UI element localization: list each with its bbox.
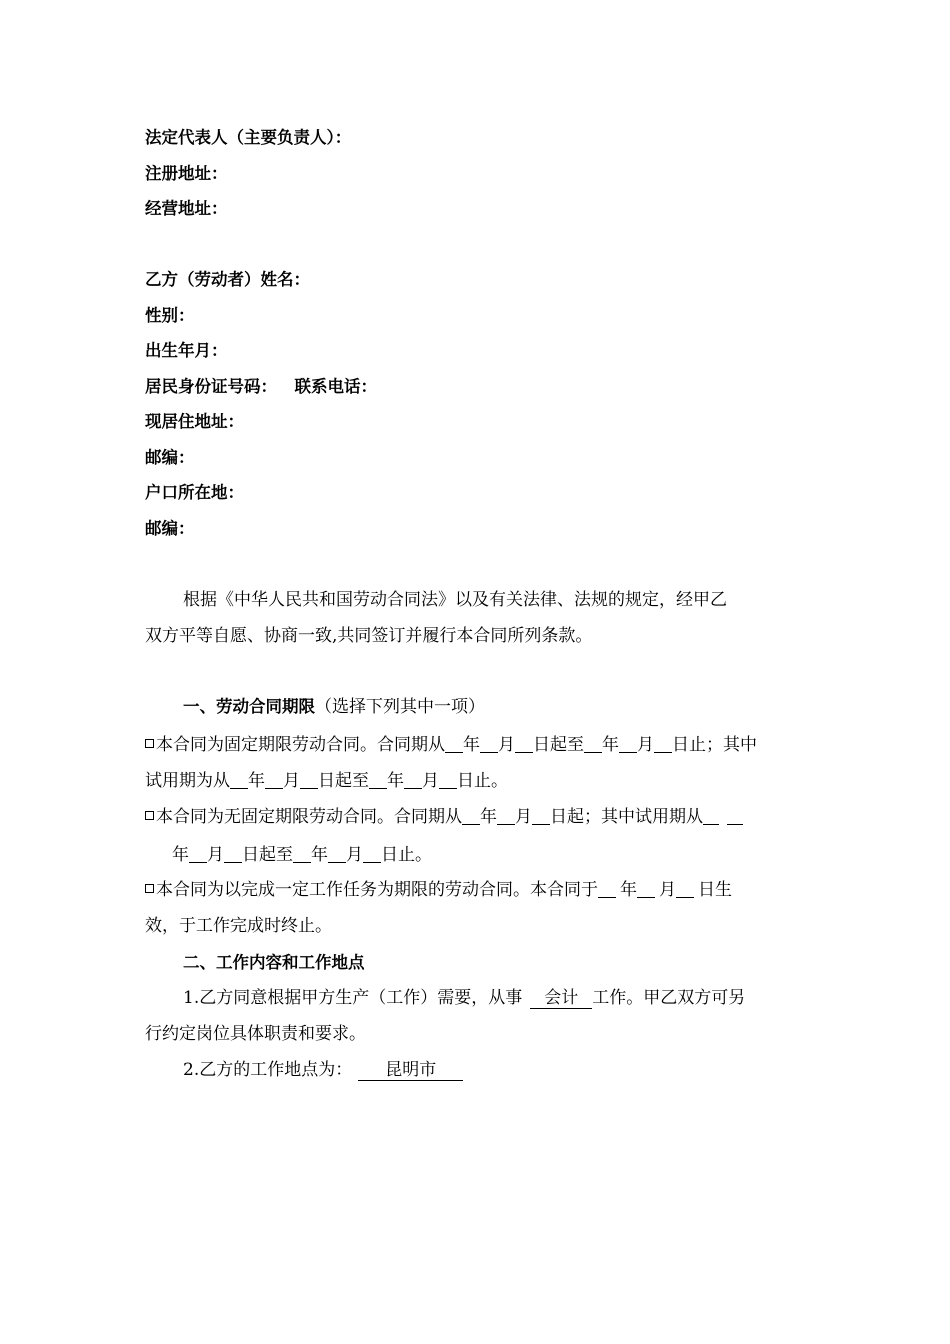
section2-item2-line: 2.乙方的工作地点为： 昆明市 xyxy=(183,1058,810,1082)
blank-year[interactable] xyxy=(230,771,248,789)
blank-day[interactable] xyxy=(224,845,242,863)
blank-day[interactable] xyxy=(654,735,672,753)
blank-year[interactable] xyxy=(727,807,743,825)
current-address-label: 现居住地址： xyxy=(145,412,244,431)
blank-month[interactable] xyxy=(619,735,637,753)
blank-year[interactable] xyxy=(584,735,602,753)
gender-label: 性别： xyxy=(145,306,195,325)
blank-day[interactable] xyxy=(439,771,457,789)
blank-year[interactable] xyxy=(293,845,311,863)
work-location-field[interactable]: 昆明市 xyxy=(358,1060,463,1081)
checkbox-open-term[interactable] xyxy=(145,811,154,820)
blank-year[interactable] xyxy=(703,807,719,825)
option-open-term-line1: 本合同为无固定期限劳动合同。合同期从 年 月 日起；其中试用期从 xyxy=(145,805,810,829)
blank-day[interactable] xyxy=(676,880,694,898)
blank-month[interactable] xyxy=(265,771,283,789)
blank-year[interactable] xyxy=(462,807,480,825)
job-field[interactable]: 会计 xyxy=(530,988,592,1009)
option-open-term-line2: 年 月 日起至 年 月 日止。 xyxy=(172,845,432,865)
section2-item1-line2: 行约定岗位具体职责和要求。 xyxy=(145,1024,366,1044)
blank-month[interactable] xyxy=(404,771,422,789)
registered-address-label: 注册地址： xyxy=(145,164,228,183)
id-number-label: 居民身份证号码： xyxy=(145,377,277,396)
option-fixed-term-line2: 试用期为从 年 月 日起至 年 月 日止。 xyxy=(145,771,508,791)
checkbox-task-term[interactable] xyxy=(145,884,154,893)
legal-representative-label: 法定代表人（主要负责人）： xyxy=(145,128,352,147)
blank-year[interactable] xyxy=(598,880,616,898)
blank-month[interactable] xyxy=(497,807,515,825)
hukou-label: 户口所在地： xyxy=(145,483,244,502)
section2-heading: 二、工作内容和工作地点 xyxy=(183,953,365,972)
blank-month[interactable] xyxy=(480,735,498,753)
checkbox-fixed-term[interactable] xyxy=(145,739,154,748)
blank-month[interactable] xyxy=(328,845,346,863)
section2-item1-line1: 1.乙方同意根据甲方生产（工作）需要，从事 会计 工作。甲乙双方可另 xyxy=(183,988,746,1008)
business-address-label: 经营地址： xyxy=(145,199,228,218)
blank-year[interactable] xyxy=(445,735,463,753)
option-fixed-term-line1: 本合同为固定期限劳动合同。合同期从 年 月 日起至 年 月 日止；其中 xyxy=(145,733,810,757)
option-task-term-line1: 本合同为以完成一定工作任务为期限的劳动合同。本合同于 年 月 日生 xyxy=(145,878,810,902)
option-task-term-line2: 效，于工作完成时终止。 xyxy=(145,916,332,936)
blank-year[interactable] xyxy=(369,771,387,789)
employee-name-label: 乙方（劳动者）姓名： xyxy=(145,270,310,289)
id-phone-line xyxy=(145,375,810,399)
phone-label: 联系电话： xyxy=(294,377,377,396)
postcode-label-2: 邮编： xyxy=(145,519,195,538)
birth-date-label: 出生年月： xyxy=(145,341,228,360)
section1-heading-line xyxy=(183,695,810,719)
section1-note: （选择下列其中一项） xyxy=(315,697,485,717)
blank-day[interactable] xyxy=(515,735,533,753)
blank-day[interactable] xyxy=(532,807,550,825)
blank-month[interactable] xyxy=(189,845,207,863)
section1-heading: 一、劳动合同期限 xyxy=(183,697,315,716)
blank-day[interactable] xyxy=(363,845,381,863)
preamble-line-1: 根据《中华人民共和国劳动合同法》以及有关法律、法规的规定，经甲乙 xyxy=(183,590,727,610)
preamble-line-2: 双方平等自愿、协商一致,共同签订并履行本合同所列条款。 xyxy=(145,626,593,646)
postcode-label-1: 邮编： xyxy=(145,448,195,467)
blank-day[interactable] xyxy=(300,771,318,789)
blank-month[interactable] xyxy=(637,880,655,898)
